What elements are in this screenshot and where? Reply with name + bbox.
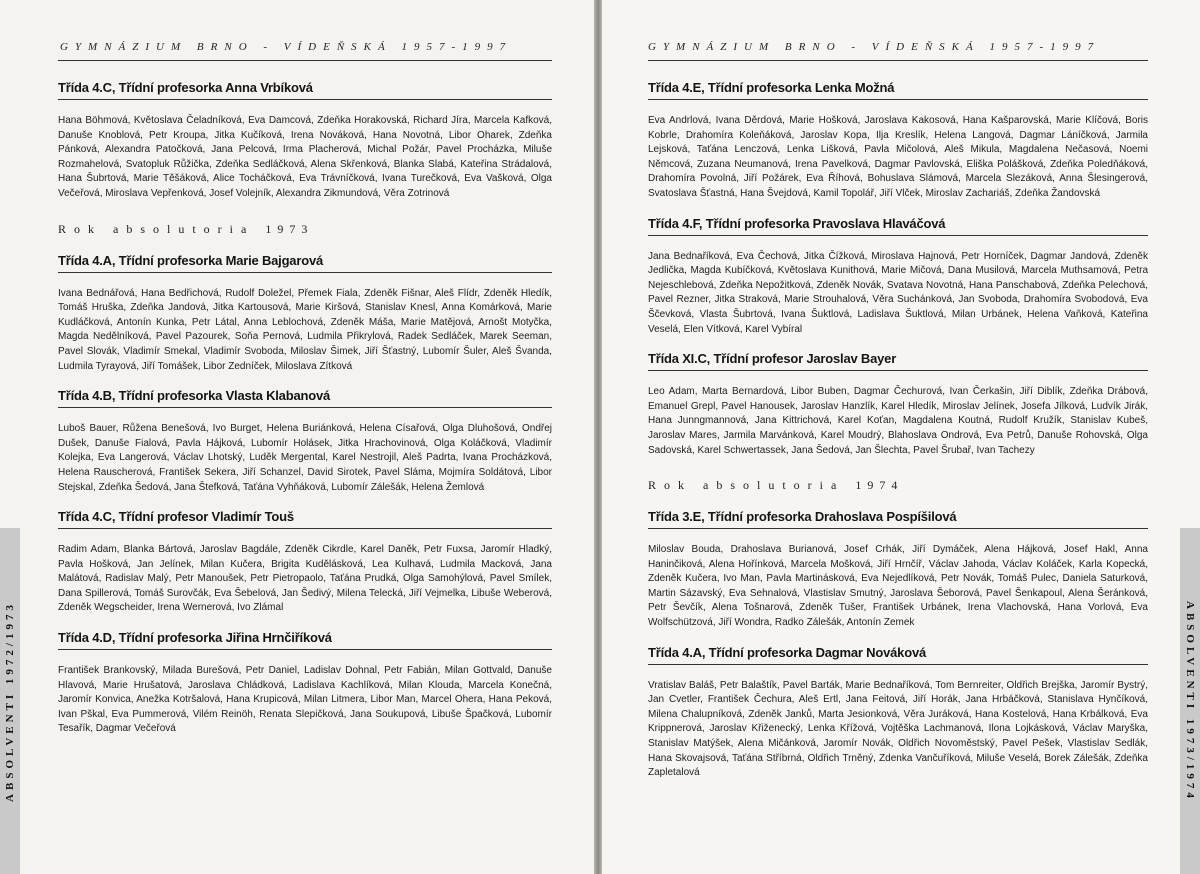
header-rule [648, 60, 1148, 61]
student-list: Miloslav Bouda, Drahoslava Burianová, Josef Crhák, Jiří Dymáček, Alena Hájková, Josef Hakl, Anna Haninčiková, Alena Hořínková, Marcela Mošková, Jiří Hrnčíř, Václav Jahoda, Václav Koláček, Karla Kopecká, Zdeněk Kučera, Ivo Man, Pavla Martinásková, Eva Nejedlíková, Petr Novák, Tomáš Pulec, Daniela Saturková, Martin Sázavský, Eva Sehnalová, Vlastislav Smutný, Jaroslava Šeborová, Pavel Šenkapoul, Alena Šeránková, Petr Ševčík, Alena Tošnarová, Zdeněk Tušer, František Urbánek, Irena Vlachovská, Hana Vorlová, Eva Wolfschützová, Jiří Wondra, Radko Zálešák, Antonín Zemek [648, 544, 1148, 629]
class-heading: Třída XI.C, Třídní profesor Jaroslav Bayer [648, 351, 1148, 371]
graduation-year-label: Rok absolutoria [58, 221, 255, 236]
student-list: Leo Adam, Marta Bernardová, Libor Buben, Dagmar Čechurová, Ivan Čerkašin, Jiří Diblík, Zdeňka Drábová, Emanuel Grepl, Pavel Hanousek, Jaroslav Hanzlík, Karel Hledík, Miroslav Jelínek, Josefa Jílková, Ludvík Jirák, Hana Junngmannová, Jana Kittrichová, Karel Koťan, Magdalena Koutná, Rudolf Kružík, Stanislav Kubeš, Jaroslav Mares, Jarmila Marvánková, Karel Moudrý, Blahoslava Ondrová, Eva Petrů, Danuše Rohovská, Olga Sadovská, Karel Schwertassek, Jana Šedová, Jan Šlechta, Pavel Šrubař, Ivan Tachezy [648, 386, 1148, 456]
graduation-year-value: 1973 [265, 221, 314, 236]
running-header: GYMNÁZIUM BRNO - VÍDEŇSKÁ 1957-1997 [648, 41, 1101, 53]
side-tab-label: ABSOLVENTI 1973/1974 [1184, 600, 1196, 802]
student-list: Eva Andrlová, Ivana Děrdová, Marie Hošková, Jaroslava Kakosová, Hana Kašparovská, Marie Klíčová, Boris Kobrle, Drahomíra Koleňáková, Jaroslav Kopa, Ilja Kreslík, Helena Langová, Dagmar Láníčková, Jarmila Lejsková, Taťána Lenczová, Lenka Lišková, Pavla Mičolová, Aleš Mikula, Magdalena Nečasová, Noemi Němcová, Zuzana Neumanová, Irena Pavelková, Dagmar Pavlovská, Eliška Polášková, Zdeňka Poledňáková, Drahomíra Povolná, Jiří Požárek, Eva Říhová, Bohuslava Slámová, Marcela Slezáková, Anna Šlesingerová, Svatoslava Šťastná, Hana Švejdová, Kamil Topolář, Jiří Vlček, Miroslav Zachariáš, Zdeňka Žandovská [648, 115, 1148, 199]
class-heading: Třída 4.C, Třídní profesor Vladimír Touš [58, 509, 552, 529]
student-list: Vratislav Baláš, Petr Balaštík, Pavel Barták, Marie Bednaříková, Tom Bernreiter, Oldřich Brejška, Jaromír Bystrý, Jan Cvetler, František Čechura, Aleš Ertl, Jana Feitová, Jiří Horák, Jana Hrbáčková, Stanislava Hynčíková, Milena Chalupníková, Zdeněk Janků, Marta Jesionková, Věra Juráková, Hana Kostelová, Hana Krbálková, Eva Krippnerová, Jaroslav Křiženecký, Lenka Křížová, Vojtěška Lachmanová, Ilona Lojkásková, Václav Maryška, Stanislav Matýšek, Alena Mičánková, Jaromír Novák, Oldřich Novoměstský, Pavel Pešek, Vlastislav Sedlák, Hana Skovajsová, Taťána Stříbrná, Oldřich Trněný, Zdenka Vančuříková, Miluše Veselá, Borek Zálešák, Zdeňka Zapletalová [648, 679, 1148, 779]
student-list: Ivana Bednářová, Hana Bedřichová, Rudolf Doležel, Přemek Fiala, Zdeněk Fišnar, Aleš Flídr, Zdeněk Hledík, Tomáš Hruška, Zdeňka Jandová, Jitka Kartousová, Marie Kiršová, Stanislav Knesl, Anna Komárková, Marie Kudláčková, Antonín Kunka, Petr Látal, Anna Leblochová, Zdeněk Máša, Marie Matějová, Arnošt Motyčka, Magda Nedělníková, Pavel Pazourek, Soňa Pernová, Ludmila Přikrylová, Radek Sedláček, Marek Seeman, Pavel Slovák, Vladimír Smekal, Vladimír Svoboda, Miloslav Šimek, Jiří Šťastný, Lubomír Šuler, Aleš Švanda, Ludmila Tyrayová, Jiří Tomášek, Libor Zedníček, Miloslava Zítková [58, 287, 552, 372]
class-heading: Třída 4.C, Třídní profesorka Anna Vrbíková [58, 80, 552, 100]
right-page [602, 0, 1200, 874]
student-list: Hana Böhmová, Květoslava Čeladníková, Eva Damcová, Zdeňka Horakovská, Richard Jíra, Marcela Kafková, Danuše Knoblová, Petr Kroupa, Jitka Kučíková, Irena Nováková, Hana Novotná, Libor Oharek, Zdeňka Pánková, Alexandra Patočková, Jana Pelcová, Irma Placherová, Michal Požár, Pavel Procházka, Miluše Rozmahelová, Svatopluk Růžička, Zdeňka Sedláčková, Alena Skřenková, Blanka Slabá, Kateřina Strádalová, Hana Šubrtová, Marie Těšáková, Alice Tocháčková, Eva Trávníčková, Ivana Turečková, Eva Vašková, Olga Večeřová, Miroslava Vepřenková, Josef Volejník, Alexandra Zikmundová, Věra Zotrinová [58, 115, 552, 199]
class-heading: Třída 4.A, Třídní profesorka Marie Bajgarová [58, 253, 552, 273]
graduation-year-value: 1974 [855, 478, 904, 493]
graduation-year-label: Rok absolutoria [648, 478, 845, 493]
class-heading: Třída 3.E, Třídní profesorka Drahoslava Pospíšilová [648, 509, 1148, 529]
class-heading: Třída 4.B, Třídní profesorka Vlasta Klabanová [58, 388, 552, 408]
graduation-year [648, 478, 1148, 493]
class-heading: Třída 4.D, Třídní profesorka Jiřina Hrnčiříková [58, 630, 552, 650]
student-list: František Brankovský, Milada Burešová, Petr Daniel, Ladislav Dohnal, Petr Fabián, Milan Gottvald, Danuše Hlavová, Marie Hrušatová, Jaroslava Chládková, Ladislava Kachlíková, Milan Klouda, Marcela Konečná, Jaromír Konvica, Anežka Kotršalová, Hana Krupicová, Milan Litmera, Libor Man, Marcel Ohera, Hana Peková, Ivan Pškal, Eva Pummerová, Vilém Reinöh, Renata Slepičková, Jana Soukupová, Libuše Špačková, Lubomír Tesařík, Dagmar Večeřová [58, 665, 552, 735]
class-heading: Třída 4.F, Třídní profesorka Pravoslava Hlaváčová [648, 216, 1148, 236]
side-tab-left [0, 528, 20, 874]
book-gutter [594, 0, 602, 874]
graduation-year [58, 222, 552, 237]
left-page-content [58, 80, 552, 751]
student-list: Luboš Bauer, Růžena Benešová, Ivo Burget, Helena Buriánková, Helena Císařová, Olga Dluhošová, Ondřej Dušek, Danuše Fialová, Pavla Hájková, Lubomír Holásek, Jitka Hrachovinová, Olga Koláčková, Vladimír Kolejka, Eva Langerová, Václav Lhotský, Luděk Mergental, Karel Nestrojil, Aleš Padrta, Ivana Procházková, Helena Rauscherová, František Sekera, Jiří Schanzel, David Sirotek, Pavel Sláma, Mojmíra Soldátová, Libor Stejskal, Zdeňka Šedová, Jana Štefková, Taťána Vyhňáková, Lubomír Zálešák, Helena Žemlová [58, 423, 552, 493]
side-tab-label: ABSOLVENTI 1972/1973 [4, 600, 16, 802]
right-page-content [648, 80, 1148, 795]
class-heading: Třída 4.A, Třídní profesorka Dagmar Nováková [648, 645, 1148, 665]
student-list: Radim Adam, Blanka Bártová, Jaroslav Bagdále, Zdeněk Cikrdle, Karel Daněk, Petr Fuxsa, Jaromír Hladký, Pavla Hošková, Jan Jelínek, Milan Kučera, Brigita Kudělásková, Lea Kulhavá, Ludmila Macková, Jana Malátová, Radislav Malý, Petr Manoušek, Petr Pietropaolo, Taťána Prudká, Olga Samohýlová, Pavel Smílek, Dana Spillerová, Tomáš Surovčák, Eva Šebelová, Jan Šedivý, Milena Telecká, Jiří Vejmelka, Libuše Weberová, Zdeněk Wegscheider, Irena Wernerová, Ivo Zlámal [58, 544, 552, 614]
running-header: GYMNÁZIUM BRNO - VÍDEŇSKÁ 1957-1997 [60, 41, 513, 53]
student-list: Jana Bednaříková, Eva Čechová, Jitka Čížková, Miroslava Hajnová, Petr Horníček, Dagmar Jandová, Zdeněk Jedlička, Magda Kubíčková, Květoslava Kunithová, Marie Mičová, Dana Musilová, Marcela Muthsamová, Petra Nejeschlebová, Zdeňka Nepožitková, Zdeněk Novák, Svatava Novotná, Hana Panschabová, Zdeňka Pelechová, Pavel Rezner, Jitka Straková, Marie Strouhalová, Věra Suchánková, Jan Svoboda, Drahomíra Svobodová, Eva Ščevková, Vlasta Šubrtová, Ivana Šuktlová, Ladislava Šuktlová, Milan Urbánek, Helena Vaňková, Kateřina Veselá, Elen Vítková, Karel Vybíral [648, 250, 1148, 335]
header-rule [58, 60, 552, 61]
class-heading: Třída 4.E, Třídní profesorka Lenka Možná [648, 80, 1148, 100]
left-page [0, 0, 594, 874]
side-tab-right [1180, 528, 1200, 874]
